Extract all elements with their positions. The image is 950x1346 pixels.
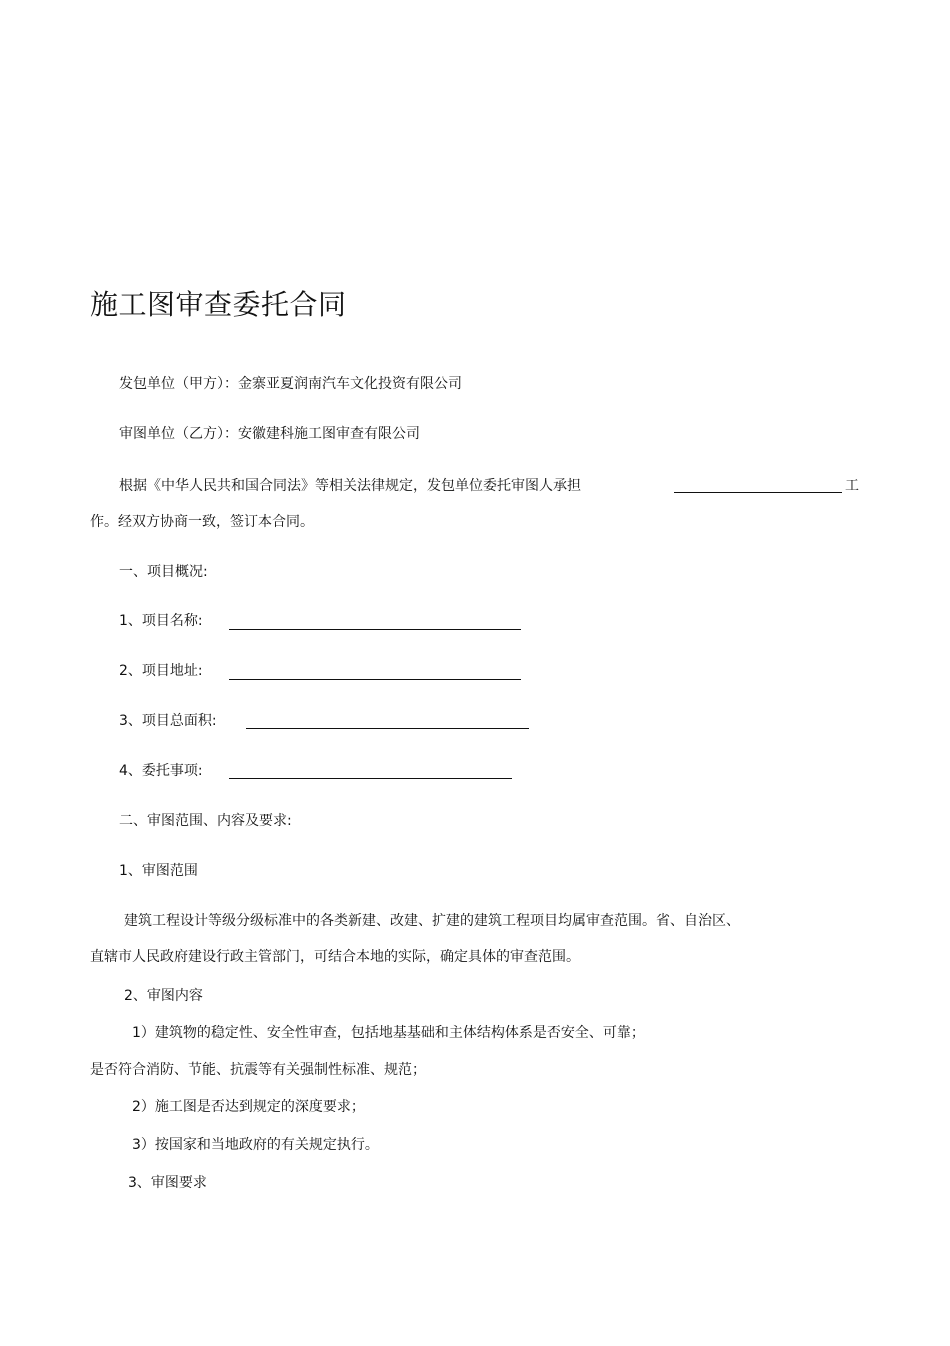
section-1-heading: 一、项目概况: (119, 564, 208, 580)
preamble-line-1: 根据《中华人民共和国合同法》等相关法律规定，发包单位委托审图人承担 (119, 478, 581, 494)
commission-matter-label: 4、委托事项: (119, 763, 203, 779)
requirements-heading: 3、审图要求 (128, 1175, 207, 1191)
project-name-underline (229, 629, 521, 630)
content-item-2: 2）施工图是否达到规定的深度要求； (132, 1099, 365, 1115)
content-item-3: 3）按国家和当地政府的有关规定执行。 (132, 1137, 379, 1153)
project-area-label: 3、项目总面积: (119, 713, 217, 729)
content-item-1-line-2: 是否符合消防、节能、抗震等有关强制性标准、规范； (90, 1062, 426, 1078)
project-address-underline (229, 679, 521, 680)
scope-paragraph-line-1: 建筑工程设计等级分级标准中的各类新建、改建、扩建的建筑工程项目均属审查范围。省、自治区、 (124, 913, 740, 929)
scope-heading: 1、审图范围 (119, 863, 198, 879)
page-title: 施工图审查委托合同 (90, 288, 347, 321)
content-item-1-line-1: 1）建筑物的稳定性、安全性审查，包括地基基础和主体结构体系是否安全、可靠； (132, 1025, 645, 1041)
project-address-label: 2、项目地址: (119, 663, 203, 679)
scope-paragraph-line-2: 直辖市人民政府建设行政主管部门，可结合本地的实际，确定具体的审查范围。 (90, 949, 580, 965)
project-name-label: 1、项目名称: (119, 613, 203, 629)
preamble-blank-underline (674, 492, 842, 493)
commission-matter-underline (229, 778, 512, 779)
content-heading: 2、审图内容 (124, 988, 203, 1004)
preamble-line-1-tail: 工 (845, 478, 859, 494)
preamble-line-2: 作。经双方协商一致，签订本合同。 (90, 514, 314, 530)
project-area-underline (246, 728, 529, 729)
party-b-line: 审图单位（乙方）：安徽建科施工图审查有限公司 (119, 426, 420, 442)
party-a-line: 发包单位（甲方）：金寨亚夏润南汽车文化投资有限公司 (119, 376, 462, 392)
section-2-heading: 二、审图范围、内容及要求: (119, 813, 292, 829)
